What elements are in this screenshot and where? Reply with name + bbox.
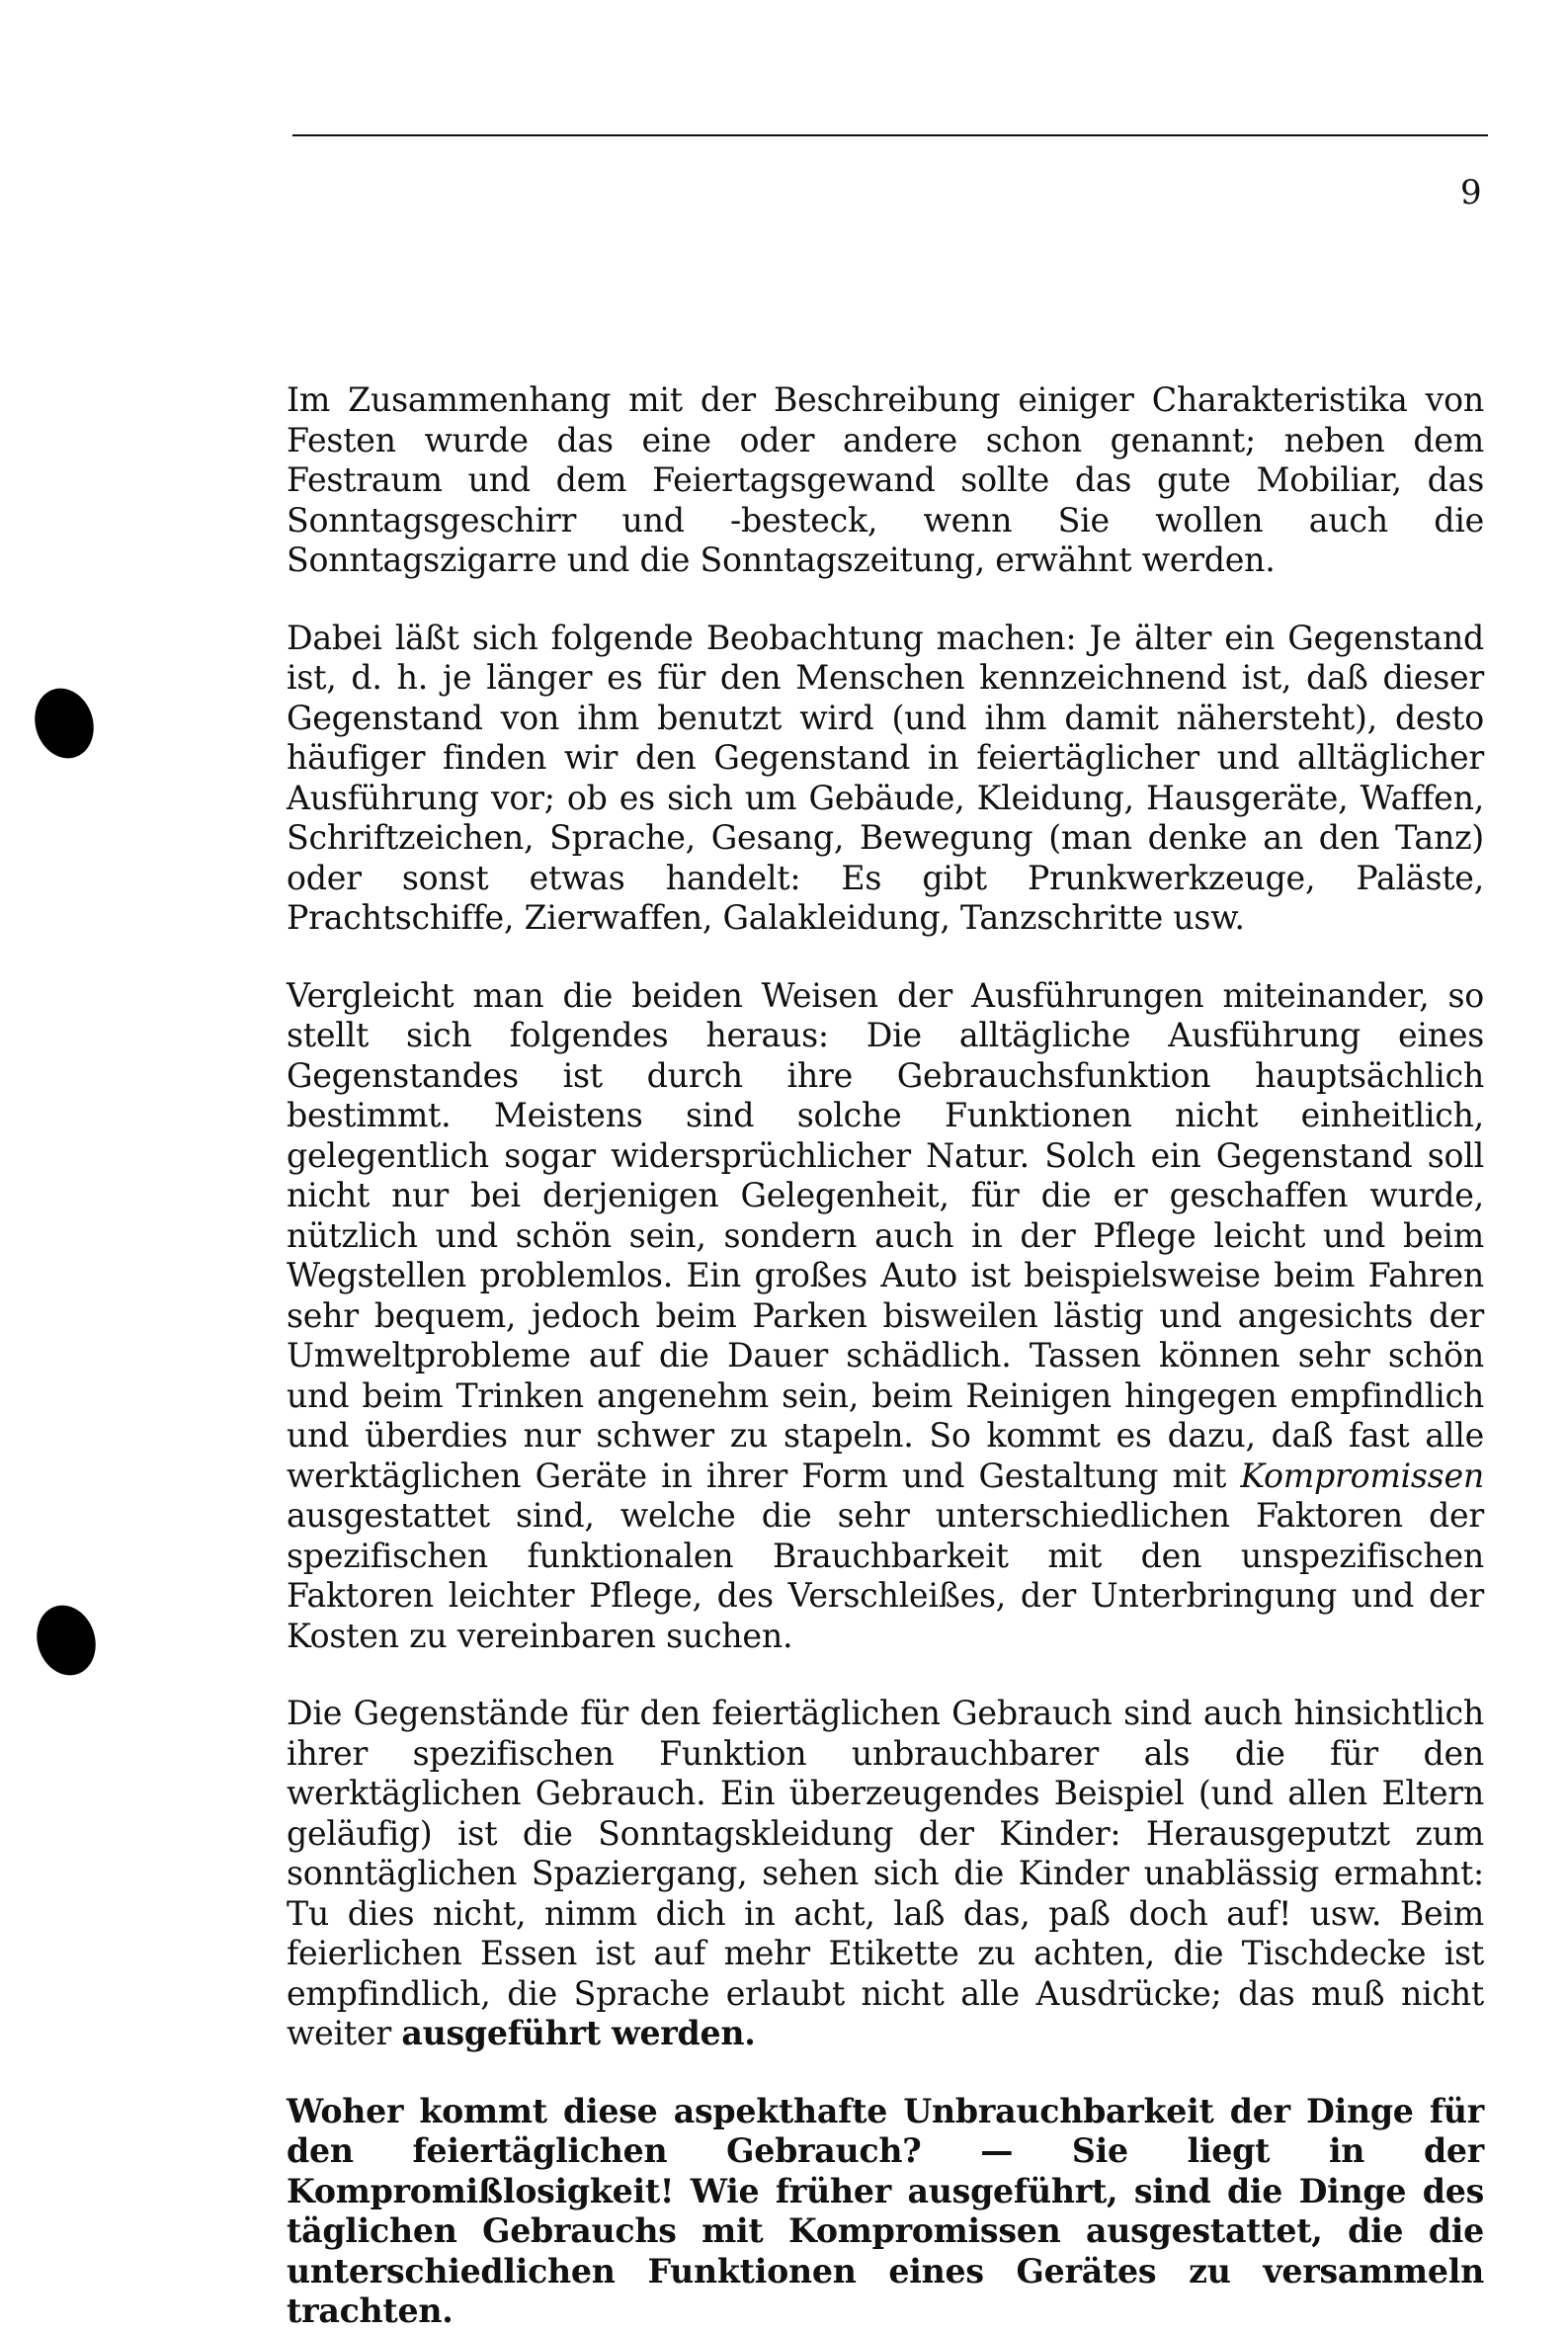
paragraph-3-text-b: ausgestattet sind, welche die sehr unterschiedlichen Faktoren der spezifischen funktionalen Brauchbarkeit mit den unspezifischen Faktoren leichter Pflege, des Verschleißes, der Unterbringung und der Kosten zu vereinbaren suchen. xyxy=(287,1496,1484,1655)
paragraph-4-text-b: ausgeführt werden. xyxy=(401,2014,756,2052)
paragraph-4 xyxy=(287,1694,1484,2054)
punch-hole-bottom xyxy=(28,1598,104,1683)
page-number: 9 xyxy=(1460,173,1482,212)
punch-hole-top xyxy=(26,681,102,766)
emphasis-kompromissen: Kompromissen xyxy=(1240,1456,1484,1495)
paragraph-3 xyxy=(287,976,1484,1657)
header-rule xyxy=(292,134,1488,136)
paragraph-5: Woher kommt diese aspekthafte Unbrauchbarkeit der Dinge für den feiertäglichen Gebrauch? — Sie liegt in der Kompromißlosigkeit! Wie früher ausgeführt, sind die Dinge des täglichen Gebrauchs mit Kompromissen ausgestattet, die die unterschiedlichen Funktionen eines Gerätes zu versammeln trachten. xyxy=(287,2091,1484,2330)
paragraph-4-text-a: Die Gegenstände für den feiertäglichen Gebrauch sind auch hinsichtlich ihrer spezifischen Funktion unbrauchbarer als die für den werktäglichen Gebrauch. Ein überzeugendes Beispiel (und allen Eltern geläufig) ist die Sonntagskleidung der Kinder: Herausgeputzt zum sonntäglichen Spaziergang, sehen sich die Kinder unablässig ermahnt: Tu dies nicht, nimm dich in acht, laß das, paß doch auf! usw. Beim feierlichen Essen ist auf mehr Etikette zu achten, die Tischdecke ist empfindlich, die Sprache erlaubt nicht alle Ausdrücke; das muß nicht weiter xyxy=(287,1694,1484,2052)
paragraph-1: Im Zusammenhang mit der Beschreibung einiger Charakteristika von Festen wurde das eine oder andere schon genannt; neben dem Festraum und dem Feiertagsgewand sollte das gute Mobiliar, das Sonntagsgeschirr und -besteck, wenn Sie wollen auch die Sonntagszigarre und die Sonntagszeitung, erwähnt werden. xyxy=(287,380,1484,579)
paragraph-2: Dabei läßt sich folgende Beobachtung machen: Je älter ein Gegenstand ist, d. h. je länger es für den Menschen kennzeichnend ist, daß dieser Gegenstand von ihm benutzt wird (und ihm damit nähersteht), desto häufiger finden wir den Gegenstand in feiertäglicher und alltäglicher Ausführung vor; ob es sich um Gebäude, Kleidung, Hausgeräte, Waffen, Schriftzeichen, Sprache, Gesang, Bewegung (man denke an den Tanz) oder sonst etwas handelt: Es gibt Prunkwerkzeuge, Paläste, Prachtschiffe, Zierwaffen, Galakleidung, Tanzschritte usw. xyxy=(287,618,1484,937)
body-text xyxy=(287,380,1484,2332)
paragraph-3-text-a: Vergleicht man die beiden Weisen der Ausführungen miteinander, so stellt sich folgendes heraus: Die alltägliche Ausführung eines Gegenstandes ist durch ihre Gebrauchsfunktion hauptsächlich bestimmt. Meistens sind solche Funktionen nicht einheitlich, gelegentlich sogar widersprüchlicher Natur. Solch ein Gegenstand soll nicht nur bei derjenigen Gelegenheit, für die er geschaffen wurde, nützlich und schön sein, sondern auch in der Pflege leicht und beim Wegstellen problemlos. Ein großes Auto ist beispielsweise beim Fahren sehr bequem, jedoch beim Parken bisweilen lästig und angesichts der Umweltprobleme auf die Dauer schädlich. Tassen können sehr schön und beim Trinken angenehm sein, beim Reinigen hingegen empfindlich und überdies nur schwer zu stapeln. So kommt es dazu, daß fast alle werktäglichen Geräte in ihrer Form und Gestaltung mit xyxy=(287,975,1484,1495)
